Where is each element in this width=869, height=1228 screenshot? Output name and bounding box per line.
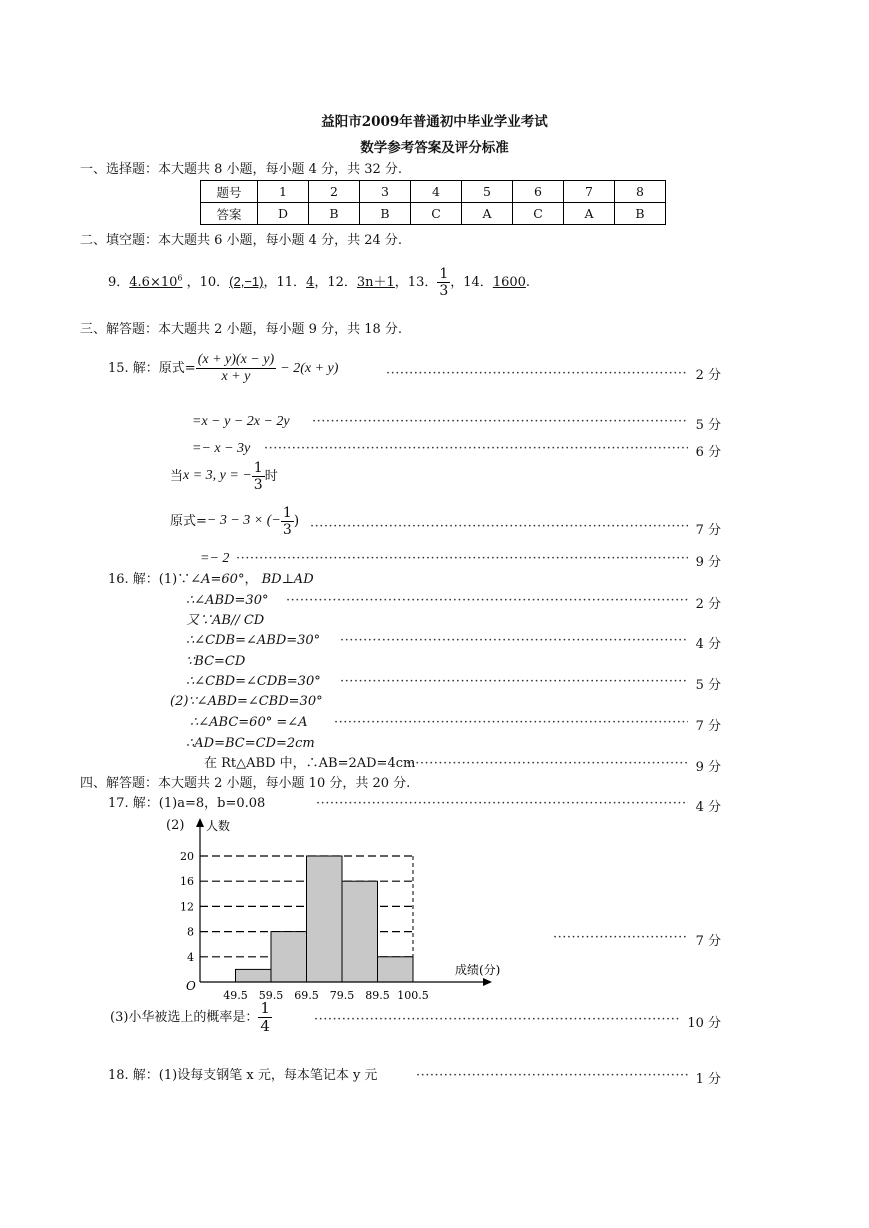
fraction-numerator: 1 [260,999,270,1017]
q9-label: 9． [108,275,130,291]
q17-line1: 17. 解：(1)a=8，b=0.08 [108,796,266,811]
y-axis-arrow [196,818,204,827]
dot-leader [310,519,688,534]
dot-leader [316,796,688,811]
score-label: 7 分 [695,523,721,538]
q15-line4-expr: x = 3, y = − [183,468,252,484]
table-cell: 7 [564,181,615,203]
q17-line3 [110,1000,272,1036]
q9-answer-base: 4.6×10 [129,275,178,291]
q16-line8: ∴∠ABC=60° =∠A [190,715,308,730]
x-tick-label: 49.5 [223,989,248,1002]
dot-leader [416,1068,688,1083]
dot-leader [340,674,688,689]
table-cell: 3 [360,181,411,203]
table-cell: 5 [462,181,513,203]
q15-line5-prefix: 原式= [170,513,207,529]
fraction-numerator: (x + y)(x − y) [196,352,276,369]
dot-leader [334,715,688,730]
fraction [252,460,265,493]
score-label: 5 分 [695,418,721,433]
dot-leader [264,441,688,456]
q14-answer: 1600 [492,275,526,291]
document-subtitle: 数学参考答案及评分标准 [360,140,509,156]
y-tick-label: 16 [180,875,194,889]
q15-tail: − 2(x + y) [280,361,339,377]
dot-leader [553,930,688,945]
table-cell: 6 [513,181,564,203]
q16-line4: ∴∠CDB=∠ABD=30° [186,633,321,648]
table-cell: B [309,203,360,225]
q11-answer: 4 [306,275,315,291]
section-fill-heading: 二、填空题：本大题共 6 小题，每小题 4 分，共 24 分. [80,233,403,248]
q16-line2: ∴∠ABD=30° [186,593,269,608]
q12-answer: 3n＋1 [356,275,395,291]
histogram-bar [378,957,414,982]
q11-label: ，11． [263,275,307,291]
histogram-bar [307,856,343,982]
fill-answers-line [108,266,530,299]
score-label: 7 分 [695,719,721,734]
q16-line6: ∴∠CBD=∠CDB=30° [186,674,321,689]
dot-leader [236,551,688,566]
answer-table [200,180,666,225]
q14-label: ，14． [450,275,493,291]
table-cell: 8 [615,181,666,203]
q15-line4-prefix: 当 [170,468,184,484]
q15-line1 [108,352,338,385]
section-choice-heading: 一、选择题：本大题共 8 小题，每小题 4 分，共 32 分. [80,162,403,177]
section-solve2-heading: 四、解答题：本大题共 2 小题，每小题 10 分，共 20 分. [80,776,411,791]
answer-table-row [201,203,666,225]
fraction [281,505,294,538]
fraction-denominator: 3 [439,283,449,300]
table-cell: D [258,203,309,225]
table-cell: 题号 [201,181,258,203]
q9-answer-exponent: 6 [177,273,183,283]
y-tick-label: 8 [187,925,194,939]
q16-line1 [108,572,314,588]
score-label: 10 分 [687,1016,721,1031]
score-label: 2 分 [695,368,721,383]
q16-given-angle: ∠A=60° [190,572,245,587]
table-cell: B [615,203,666,225]
table-cell: 2 [309,181,360,203]
y-tick-label: 20 [180,850,194,863]
q16-line10: 在 Rt△ABD 中，∴AB=2AD=4cm [204,756,416,771]
section-solve-heading: 三、解答题：本大题共 2 小题，每小题 9 分，共 18 分. [80,322,403,337]
x-tick-label: 100.5 [397,989,429,1002]
histogram-bar [342,881,378,982]
q16-comma: ， [244,572,258,587]
q16-line9: ∴AD=BC=CD=2cm [186,736,315,751]
q15-line6: =− 2 [200,551,230,566]
fraction-denominator: 3 [253,477,263,494]
q16-line7: (2)∵∠ABD=∠CBD=30° [170,694,323,709]
q15-line4-suffix: 时 [264,468,278,484]
dot-leader [406,756,688,771]
q16-line5: ∵BC=CD [186,654,246,669]
dot-leader [286,593,688,608]
x-axis-arrow [483,978,492,986]
q18-line1: 18. 解：(1)设每支钢笔 x 元，每本笔记本 y 元 [108,1068,378,1083]
score-label: 1 分 [695,1072,721,1087]
y-tick-label: 12 [180,900,194,914]
score-label: 9 分 [695,760,721,775]
score-label: 7 分 [695,934,721,949]
fraction-denominator: x + y [221,369,251,385]
q17-part2-label: (2) [166,818,185,833]
dot-leader [314,1012,680,1027]
table-cell: 4 [411,181,462,203]
q15-line2: =x − y − 2x − 2y [192,414,290,429]
dot-leader [386,366,688,381]
q10-answer: (2,−1) [229,274,264,290]
dot-leader [312,414,688,429]
q15-fraction [196,352,276,385]
histogram-bar [271,932,307,982]
fraction-numerator: 1 [282,505,292,521]
fill-end-period: . [525,275,531,291]
origin-label: O [186,979,196,993]
fraction-numerator: 1 [439,266,449,282]
table-cell: B [360,203,411,225]
x-tick-label: 79.5 [329,989,355,1002]
q10-label: ，10． [186,275,230,291]
q15-line5 [170,505,299,538]
x-tick-label: 69.5 [294,989,319,1002]
q17-probability-fraction [258,1000,272,1036]
score-label: 6 分 [695,445,721,460]
score-label: 4 分 [695,800,721,815]
q13-label: ，13． [394,275,438,291]
y-tick-label: 4 [187,950,194,964]
score-label: 2 分 [695,597,721,612]
table-cell: C [513,203,564,225]
document-title: 益阳市2009年普通初中毕业学业考试 [321,114,548,130]
q16-given-perp: BD⊥AD [261,572,314,587]
q16-label: 16. 解：(1)∵ [108,572,191,587]
table-cell: 1 [258,181,309,203]
score-label: 5 分 [695,678,721,693]
table-cell: C [411,203,462,225]
q15-label: 15. 解：原式= [108,361,196,377]
y-axis-label: 人数 [206,819,231,833]
answer-table-header-row [201,181,666,203]
q15-line4 [170,460,278,493]
dot-leader [340,633,688,648]
x-tick-label: 59.5 [258,989,284,1002]
fraction-numerator: 1 [253,460,263,476]
score-label: 9 分 [695,555,721,570]
q9-answer [129,275,182,290]
q15-line3: =− x − 3y [192,441,251,456]
histogram-chart [160,816,520,1006]
fraction-denominator: 4 [260,1017,270,1036]
q13-answer-fraction [437,266,450,299]
q17-line3-text: (3)小华被选上的概率是： [110,1009,259,1025]
fraction-denominator: 3 [282,522,292,539]
table-cell: A [462,203,513,225]
x-axis-label: 成绩(分) [455,963,501,977]
histogram-bar [236,969,272,982]
table-cell: 答案 [201,203,258,225]
x-tick-label: 89.5 [365,989,390,1002]
q15-line5-suffix: ) [293,513,300,530]
q15-line5-expr: − 3 − 3 × (− [206,513,281,529]
score-label: 4 分 [695,637,721,652]
q12-label: ，12． [314,275,357,291]
q16-line3: 又∵AB// CD [186,613,265,628]
table-cell: A [564,203,615,225]
